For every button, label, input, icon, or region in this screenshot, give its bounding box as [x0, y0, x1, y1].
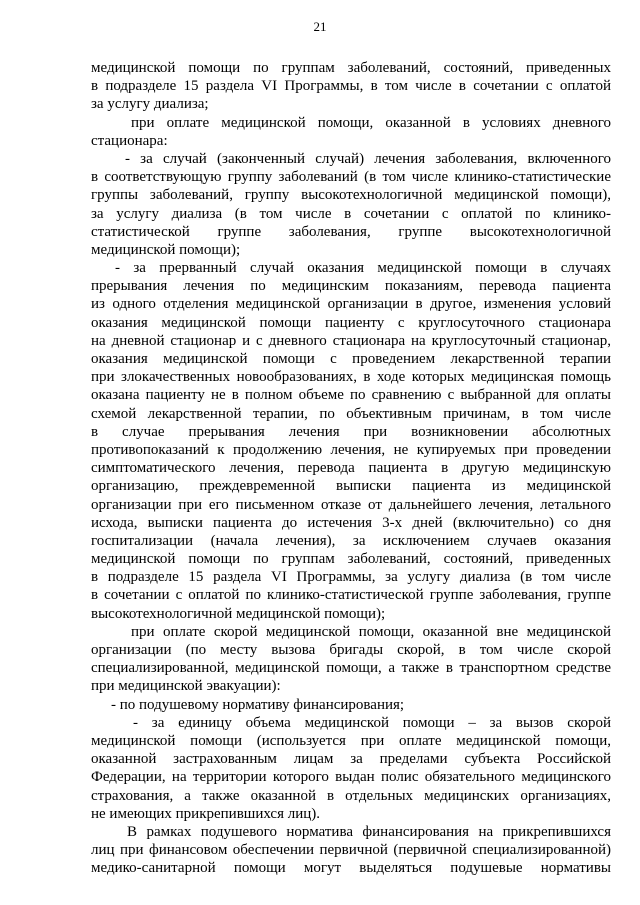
- text-line: в сочетании с оплатой по клинико-статистической группе заболевания, группе: [91, 587, 611, 604]
- text-line: при медицинской эвакуации):: [91, 678, 281, 695]
- text-line: статистической группе заболевания, группе высокотехнологичной: [91, 223, 611, 240]
- text-line: при злокачественных новообразованиях, в ходе которых медицинская помощь: [91, 369, 611, 386]
- page-number: 21: [313, 19, 327, 34]
- text-line: за услугу диализа (в том числе в сочетании с оплатой по клинико-: [91, 205, 611, 222]
- text-line: из одного отделения медицинской организации в другое, изменения условий: [91, 296, 611, 313]
- text-line: оказания медицинской помощи пациенту с круглосуточного стационара: [91, 314, 611, 331]
- document-body: [91, 59, 611, 877]
- text-line: симптоматического лечения, перевода пациента в другую медицинскую: [91, 460, 611, 477]
- text-line: схемой лекарственной терапии, по объективным причинам, в том числе: [91, 405, 611, 422]
- text-line: стационара:: [91, 132, 168, 149]
- text-line: в соответствующую группу заболеваний (в том числе клинико-статистические: [91, 169, 611, 186]
- text-line: при оплате медицинской помощи, оказанной в условиях дневного: [131, 114, 611, 131]
- text-line: Федерации, на территории которого выдан полис обязательного медицинского: [91, 769, 611, 786]
- text-line: прерывания лечения по медицинским показаниям, перевода пациента: [91, 278, 611, 295]
- text-line: в случае прерывания лечения при возникновении абсолютных: [91, 423, 611, 440]
- text-line: организации при его письменном отказе от дальнейшего лечения, летального: [91, 496, 611, 513]
- text-line: специализированной, медицинской помощи, а также в транспортном средстве: [91, 660, 611, 677]
- text-line: медицинской помощи по группам заболеваний, состояний, приведенных: [91, 60, 611, 76]
- text-line: на дневной стационар и с дневного стационара на круглосуточный стационар,: [91, 332, 611, 349]
- text-line: организации (по месту вызова бригады скорой, в том числе скорой: [91, 642, 611, 658]
- text-line: медицинской помощи (используется при оплате медицинской помощи,: [91, 732, 611, 749]
- text-line: при оплате скорой медицинской помощи, оказанной вне медицинской: [131, 623, 611, 640]
- text-line: - за единицу объема медицинской помощи – за вызов скорой: [133, 714, 611, 731]
- text-line: исхода, выписки пациента до истечения 3-х дней (включительно) со дня: [91, 514, 611, 531]
- text-line: противопоказаний к продолжению лечения, не купируемых при проведении: [91, 441, 611, 458]
- text-line: не имеющих прикрепившихся лиц).: [91, 805, 321, 822]
- text-line: оказанной застрахованным лицам за пределами субъекта Российской: [91, 751, 611, 768]
- text-line: - по подушевому нормативу финансирования;: [111, 696, 405, 713]
- text-line: в подразделе 15 раздела VI Программы, в том числе в сочетании с оплатой: [91, 78, 611, 95]
- text-line: организацию, преждевременной выписки пациента из медицинской: [91, 478, 611, 495]
- text-line: - за случай (законченный случай) лечения заболевания, включенного: [125, 150, 611, 167]
- text-line: В рамках подушевого норматива финансирования на прикрепившихся: [127, 823, 611, 840]
- text-line: группы заболеваний, группу высокотехнологичной медицинской помощи),: [91, 187, 611, 204]
- text-line: медицинской помощи по группам заболеваний, состояний, приведенных: [91, 551, 611, 568]
- text-line: медицинской помощи);: [91, 241, 241, 258]
- text-line: госпитализации (начала лечения), за исключением случаев оказания: [91, 532, 611, 549]
- text-line: в подразделе 15 раздела VI Программы, за услугу диализа (в том числе: [91, 569, 611, 586]
- text-line: страхования, а также оказанной в отдельных медицинских организациях,: [91, 787, 611, 804]
- text-line: лиц при финансовом обеспечении первичной (первичной специализированной): [91, 842, 611, 859]
- text-line: - за прерванный случай оказания медицинской помощи в случаях: [115, 260, 611, 277]
- text-line: высокотехнологичной медицинской помощи);: [91, 605, 386, 622]
- text-line: оказана пациенту не в полном объеме по сравнению с выбранной для оплаты: [91, 387, 611, 404]
- text-line: оказания медицинской помощи с проведением лекарственной терапии: [91, 351, 611, 367]
- text-line: медико-санитарной помощи могут выделяться подушевые нормативы: [91, 860, 611, 877]
- text-line: за услугу диализа;: [91, 96, 209, 113]
